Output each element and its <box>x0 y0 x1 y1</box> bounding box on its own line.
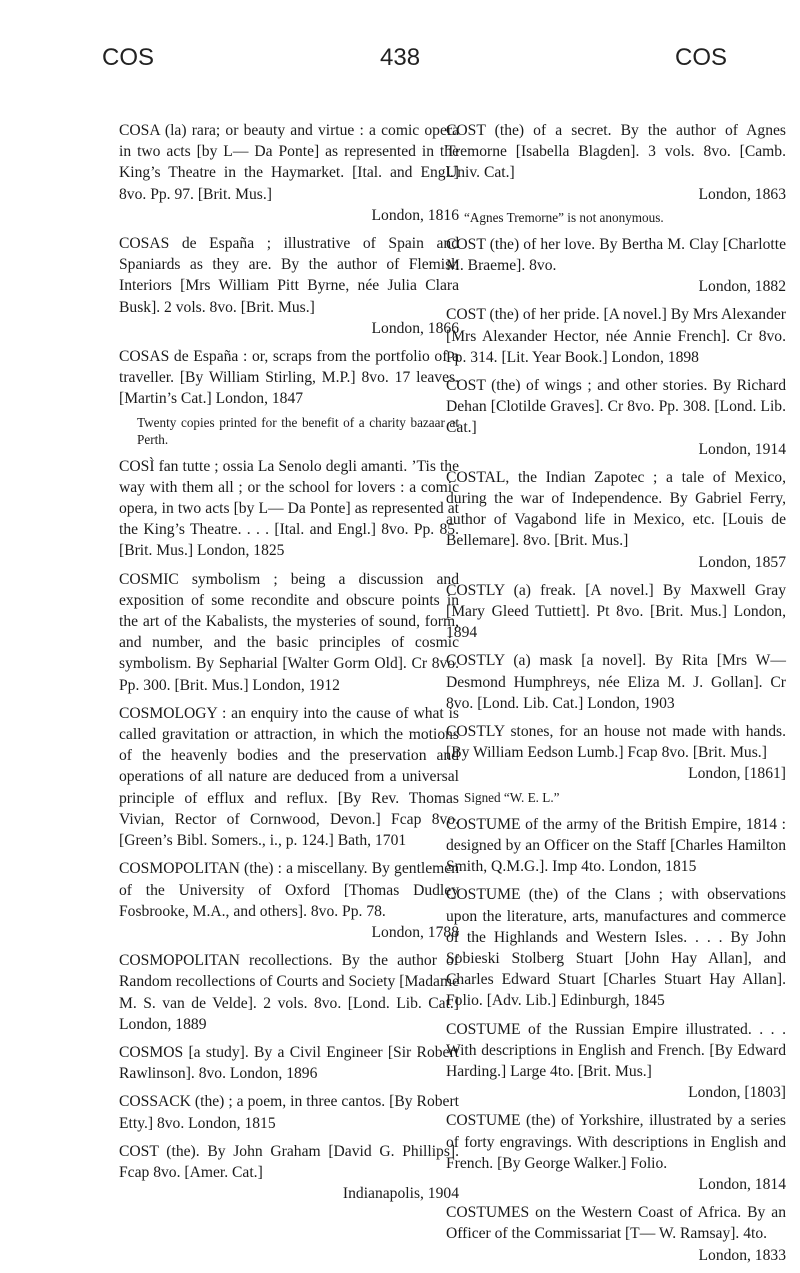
bibliography-entry <box>446 1019 786 1104</box>
bibliography-entry <box>446 1202 786 1266</box>
bibliography-entry <box>119 950 459 1035</box>
entry-text: COSTUME (the) of the Clans ; with observations upon the literature, arts, manufactures and commerce of the Highlands and Western Isles. . . . By John Sobieski Stolberg Stuart [John Hay Allan], and Charles Edward Stuart [Charles Stuart Hay Allan]. Folio. [Adv. Lib.] Edinburgh, 1845 <box>446 886 786 1010</box>
entry-imprint: London, 1863 <box>698 185 786 203</box>
entry-imprint: London, 1882 <box>698 278 786 296</box>
entry-imprint: London, [1861] <box>688 765 786 783</box>
entry-imprint: London, 1914 <box>698 440 786 458</box>
entry-text: COST (the) of her pride. [A novel.] By Mrs Alexander [Mrs Alexander Hector, née Annie French]. Cr 8vo. Pp. 314. [Lit. Year Book.] London, 1898 <box>446 306 786 366</box>
entry-text: COST (the). By John Graham [David G. Phillips]. Fcap 8vo. [Amer. Cat.] <box>119 1142 459 1181</box>
bibliography-entry <box>446 814 786 878</box>
entry-text: Twenty copies printed for the benefit of a charity bazaar at Perth. <box>137 414 459 447</box>
entry-text: COSMOLOGY : an enquiry into the cause of what is called gravitation or attraction, in which the motions of the heavenly bodies and the preservation and operations of all nature are deduced from a universal principle of efflux and reflux. [By Rev. Thomas Vivian, Rector of Cornwood, Devon.] Fcap 8vo. [Green’s Bibl. Somers., i., p. 124.] Bath, 1701 <box>119 704 459 850</box>
bibliography-entry <box>446 1110 786 1195</box>
entry-text: COSA (la) rara; or beauty and virtue : a comic opera in two acts [by L— Da Ponte] as represented in the King’s Theatre in the Haymarket. [Ital. and Engl.] 8vo. Pp. 97. [Brit. Mus.] <box>119 122 459 203</box>
entry-note <box>137 414 459 448</box>
bibliography-entry <box>446 304 786 368</box>
bibliography-entry <box>446 375 786 460</box>
page-number: 438 <box>380 44 421 71</box>
entry-text: COSTUME of the army of the British Empire, 1814 : designed by an Officer on the Staff [Charles Hamilton Smith, Q.M.G.]. Imp 4to. London, 1815 <box>446 815 786 876</box>
entry-text: COSTLY stones, for an house not made with hands. [By William Eedson Lumb.] Fcap 8vo. [Brit. Mus.] <box>446 723 786 762</box>
entry-text: COSMOPOLITAN recollections. By the author of Random recollections of Courts and Society [Madame M. S. van de Velde]. 2 vols. 8vo. [Lond. Lib. Cat.] London, 1889 <box>119 952 459 1033</box>
bibliography-entry <box>119 569 459 696</box>
entry-text: COSTUME (the) of Yorkshire, illustrated by a series of forty engravings. With descriptions in English and French. [By George Walker.] Folio. <box>446 1112 786 1172</box>
bibliography-entry <box>446 721 786 785</box>
bibliography-entry <box>446 234 786 298</box>
bibliography-entry <box>446 650 786 714</box>
bibliography-entry <box>119 1042 459 1084</box>
running-header <box>0 44 800 84</box>
entry-text: COSTLY (a) mask [a novel]. By Rita [Mrs W— Desmond Humphreys, née Eliza M. J. Gollan]. Cr 8vo. [Lond. Lib. Cat.] London, 1903 <box>446 652 786 712</box>
bibliography-entry <box>119 456 459 562</box>
bibliography-entry <box>446 467 786 573</box>
entry-imprint: London, 1814 <box>698 1175 786 1193</box>
entry-text: COSÌ fan tutte ; ossia La Senolo degli amanti. ’Tis the way with them all ; or the school for lovers : a comic opera, in two acts [by L— Da Ponte] as represented at the King’s Theatre. . . . [Ital. and Engl.] 8vo. Pp. 85. [Brit. Mus.] London, 1825 <box>119 457 459 560</box>
bibliography-entry <box>446 580 786 644</box>
bibliography-entry <box>446 120 786 205</box>
entry-text: COSMIC symbolism ; being a discussion and exposition of some recondite and obscure points in the art of the Kabalists, the mysteries of sound, form, and number, and the basic principles of cosmic symbolism. By Sepharial [Walter Gorm Old]. Cr 8vo. Pp. 300. [Brit. Mus.] London, 1912 <box>119 570 459 694</box>
entry-text: “Agnes Tremorne” is not anonymous. <box>464 209 664 225</box>
entry-text: COSAS de España ; illustrative of Spain and Spaniards as they are. By the author of Flemish Interiors [Mrs William Pitt Byrne, née Julia Clara Busk]. 2 vols. 8vo. [Brit. Mus.] <box>119 235 459 316</box>
entry-text: COSTLY (a) freak. [A novel.] By Maxwell Gray [Mary Gleed Tuttiett]. Pt 8vo. [Brit. Mus.] London, 1894 <box>446 581 786 642</box>
bibliography-entry <box>119 1141 459 1205</box>
entry-imprint: London, 1788 <box>371 923 459 941</box>
entry-imprint: London, 1816 <box>371 206 459 224</box>
entry-note <box>464 209 786 226</box>
bibliography-entry <box>119 120 459 226</box>
bibliography-entry <box>119 1091 459 1133</box>
entry-text: COSMOS [a study]. By a Civil Engineer [Sir Robert Rawlinson]. 8vo. London, 1896 <box>119 1043 459 1083</box>
right-column <box>446 120 786 1273</box>
entry-imprint: Indianapolis, 1904 <box>342 1185 459 1203</box>
header-right: COS <box>674 44 727 71</box>
entry-text: COST (the) of a secret. By the author of Agnes Tremorne [Isabella Blagden]. 3 vols. 8vo. [Camb. Univ. Cat.] <box>446 122 786 182</box>
entry-text: COSTAL, the Indian Zapotec ; a tale of Mexico, during the war of Independence. By Gabriel Ferry, author of Vagabond life in Mexico, etc. [Louis de Bellemare]. 8vo. [Brit. Mus.] <box>446 468 786 550</box>
bibliography-entry <box>119 703 459 851</box>
entry-note <box>464 789 786 806</box>
entry-text: COSSACK (the) ; a poem, in three cantos. [By Robert Etty.] 8vo. London, 1815 <box>119 1093 459 1132</box>
entry-imprint: London, 1866 <box>371 319 459 337</box>
entry-text: COSMOPOLITAN (the) : a miscellany. By gentlemen of the University of Oxford [Thomas Dudley Fosbrooke, M.A., and others]. 8vo. Pp. 78. <box>119 860 459 920</box>
entry-text: COSTUME of the Russian Empire illustrated. . . . With descriptions in English and French. [By Edward Harding.] Large 4to. [Brit. Mus.] <box>446 1020 786 1080</box>
entry-text: Signed “W. E. L.” <box>464 789 560 805</box>
bibliography-entry <box>119 233 459 339</box>
entry-text: COSTUMES on the Western Coast of Africa. By an Officer of the Commissariat [T— W. Ramsay]. 4to. <box>446 1204 786 1243</box>
entry-text: COST (the) of wings ; and other stories. By Richard Dehan [Clotilde Graves]. Cr 8vo. Pp. 308. [Lond. Lib. Cat.] <box>446 377 786 437</box>
bibliography-entry <box>446 884 786 1011</box>
left-column <box>119 120 459 1211</box>
bibliography-entry <box>119 858 459 943</box>
bibliography-entry <box>119 346 459 410</box>
header-left: COS <box>102 44 155 71</box>
entry-imprint: London, 1833 <box>698 1246 786 1264</box>
entry-imprint: London, [1803] <box>688 1084 786 1102</box>
entry-text: COST (the) of her love. By Bertha M. Clay [Charlotte M. Braeme]. 8vo. <box>446 235 786 275</box>
entry-text: COSAS de España : or, scraps from the portfolio of a traveller. [By William Stirling, M.P.] 8vo. 17 leaves. [Martin’s Cat.] London, 1847 <box>119 348 459 408</box>
entry-imprint: London, 1857 <box>698 553 786 571</box>
